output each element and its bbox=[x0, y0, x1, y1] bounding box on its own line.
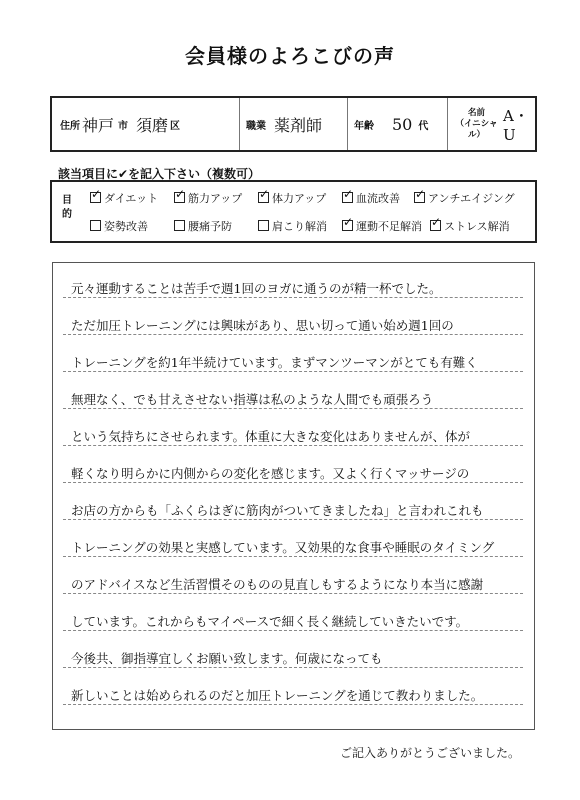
info-box bbox=[50, 96, 537, 152]
comment-line: トレーニングを約1年半続けています。まずマンツーマンがとても有難く bbox=[71, 355, 478, 370]
comment-line: のアドバイスなど生活習慣そのものの見直しもするようになり本当に感謝 bbox=[71, 577, 484, 592]
purpose-item-label: 筋力アップ bbox=[188, 192, 243, 205]
ruled-line bbox=[63, 482, 523, 483]
comment-line: ただ加圧トレーニングには興味があり、思い切って通い始め週1回の bbox=[71, 318, 454, 333]
ruled-line bbox=[63, 704, 523, 705]
name-value: A・U bbox=[503, 106, 529, 144]
checkbox-icon[interactable] bbox=[174, 192, 185, 203]
age-unit: 代 bbox=[418, 120, 429, 132]
job-value: 薬剤師 bbox=[274, 115, 323, 135]
name-label bbox=[452, 108, 501, 141]
address-label: 住所 bbox=[60, 120, 80, 132]
age-cell bbox=[348, 98, 448, 150]
purpose-item-stress[interactable] bbox=[430, 218, 510, 234]
purpose-item-label: 体力アップ bbox=[272, 192, 327, 205]
purpose-item-label: 肩こり解消 bbox=[272, 220, 327, 233]
age-value: 50 bbox=[392, 114, 413, 134]
purpose-item-stamina[interactable] bbox=[258, 190, 326, 206]
comment-line: という気持ちにさせられます。体重に大きな変化はありませんが、体が bbox=[71, 429, 471, 444]
purpose-item-label: 運動不足解消 bbox=[356, 220, 422, 233]
purpose-item-diet[interactable] bbox=[90, 190, 158, 206]
page-title: 会員様のよろこびの声 bbox=[185, 44, 395, 68]
checkbox-icon[interactable] bbox=[258, 192, 269, 203]
ruled-line bbox=[63, 519, 523, 520]
ruled-line bbox=[63, 593, 523, 594]
purpose-item-exercise[interactable] bbox=[342, 218, 422, 234]
ruled-line bbox=[63, 334, 523, 335]
purpose-item-label: ストレス解消 bbox=[444, 220, 510, 233]
purpose-item-muscle[interactable] bbox=[174, 190, 242, 206]
job-cell bbox=[240, 98, 348, 150]
checkbox-icon[interactable] bbox=[414, 192, 425, 203]
age-label: 年齢 bbox=[354, 120, 374, 132]
purpose-item-label: 姿勢改善 bbox=[104, 220, 148, 233]
checkbox-icon[interactable] bbox=[90, 192, 101, 203]
comment-line: お店の方からも「ふくらはぎに筋肉がついてきましたね」と言われこれも bbox=[71, 503, 484, 518]
purpose-item-label: 血流改善 bbox=[356, 192, 400, 205]
purpose-label: 目的 bbox=[62, 195, 72, 220]
purpose-item-posture[interactable] bbox=[90, 218, 148, 234]
ruled-line bbox=[63, 667, 523, 668]
checkbox-icon[interactable] bbox=[90, 220, 101, 231]
ruled-line bbox=[63, 371, 523, 372]
name-label-line1: 名前 bbox=[468, 107, 486, 118]
purpose-box bbox=[50, 180, 537, 243]
ruled-line bbox=[63, 408, 523, 409]
comment-line: しています。これからもマイペースで細く長く継続していきたいです。 bbox=[71, 614, 469, 629]
job-label: 職業 bbox=[246, 120, 266, 132]
checkbox-icon[interactable] bbox=[174, 220, 185, 231]
checkbox-icon[interactable] bbox=[258, 220, 269, 231]
checkbox-icon[interactable] bbox=[342, 220, 353, 231]
instruction-text: 該当項目に✔を記入下さい（複数可） bbox=[58, 167, 261, 181]
address-pref-value: 神戸 bbox=[82, 115, 115, 135]
purpose-item-backpain[interactable] bbox=[174, 218, 232, 234]
checkbox-icon[interactable] bbox=[342, 192, 353, 203]
address-ward-label: 区 bbox=[170, 120, 181, 132]
address-city-label: 市 bbox=[118, 120, 129, 132]
address-ward-value: 須磨 bbox=[136, 115, 169, 135]
ruled-line bbox=[63, 556, 523, 557]
name-cell bbox=[448, 98, 535, 150]
name-label-line2: （イニシャル） bbox=[455, 118, 498, 140]
purpose-item-label: ダイエット bbox=[104, 192, 159, 205]
comment-line: トレーニングの効果と実感しています。又効果的な食事や睡眠のタイミング bbox=[71, 540, 495, 555]
comment-line: 今後共、御指導宜しくお願い致します。何歳になっても bbox=[71, 651, 383, 666]
ruled-line bbox=[63, 297, 523, 298]
comment-line: 元々運動することは苦手で週1回のヨガに通うのが精一杯でした。 bbox=[71, 281, 442, 296]
comment-line: 軽くなり明らかに内側からの変化を感じます。又よく行くマッサージの bbox=[71, 466, 470, 481]
purpose-item-label: アンチエイジング bbox=[428, 192, 515, 205]
ruled-line bbox=[63, 630, 523, 631]
closing-text: ご記入ありがとうございました。 bbox=[339, 746, 520, 760]
comment-line: 新しいことは始められるのだと加圧トレーニングを通じて教わりました。 bbox=[71, 688, 484, 703]
purpose-item-antiaging[interactable] bbox=[414, 190, 515, 206]
comment-box bbox=[52, 262, 535, 730]
purpose-item-shoulder[interactable] bbox=[258, 218, 327, 234]
ruled-line bbox=[63, 445, 523, 446]
address-cell bbox=[52, 98, 240, 150]
purpose-item-label: 腰痛予防 bbox=[188, 220, 232, 233]
checkbox-icon[interactable] bbox=[430, 220, 441, 231]
comment-line: 無理なく、でも甘えさせない指導は私のような人間でも頑張ろう bbox=[71, 392, 434, 407]
purpose-item-circulation[interactable] bbox=[342, 190, 400, 206]
